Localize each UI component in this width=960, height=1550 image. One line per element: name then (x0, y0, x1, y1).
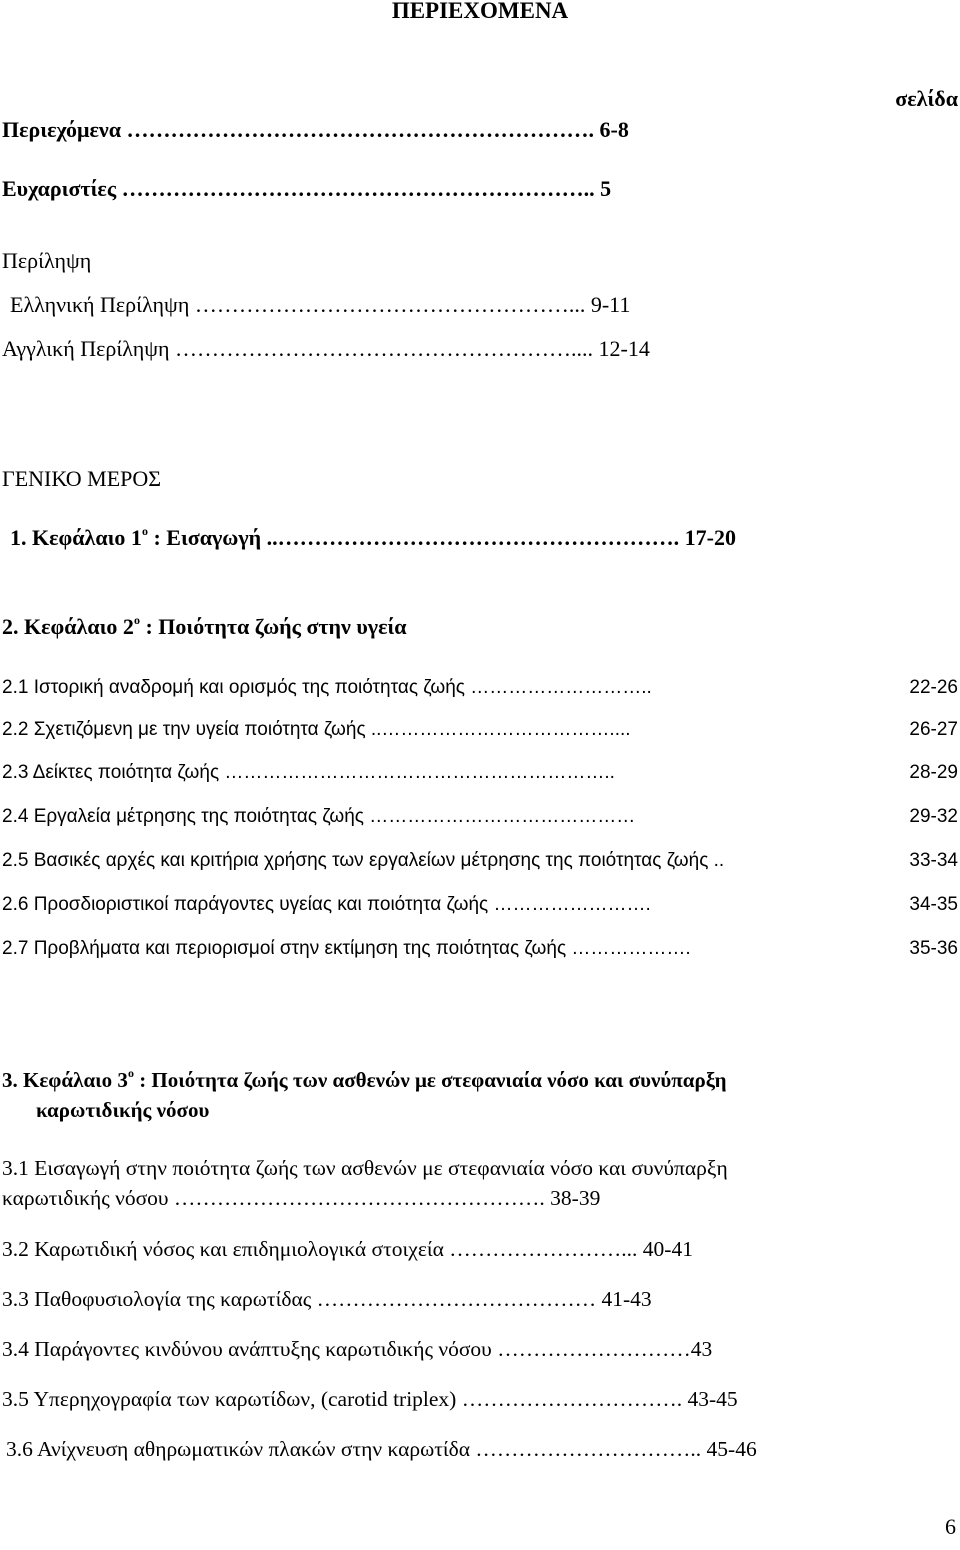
section-2-4-text: 2.4 Εργαλεία μέτρησης της ποιότητας ζωής …………………………………… (2, 806, 636, 827)
summary-heading: Περίληψη (2, 248, 92, 273)
chapter-3-suffix: : Ποιότητα ζωής των ασθενών με στεφανιαία νόσο και συνύπαρξη (133, 1068, 727, 1092)
chapter-3-sup: ο (127, 1066, 134, 1080)
section-2-3-text: 2.3 Δείκτες ποιότητα ζωής …………………………………………………….. (2, 762, 615, 783)
chapter-1-sup: ο (141, 523, 148, 538)
section-3-1-line2: καρωτιδικής νόσου ……………………………………………. 38-39 (2, 1186, 601, 1210)
section-2-2-text: 2.2 Σχετιζόμενη με την υγεία ποιότητα ζωής ..……………………………….... (2, 719, 631, 740)
section-2-6-text: 2.6 Προσδιοριστικοί παράγοντες υγείας και ποιότητα ζωής ……………………. (2, 894, 651, 915)
page-number: 6 (945, 1514, 956, 1539)
chapter-2-prefix: 2. Κεφάλαιο 2 (2, 614, 134, 639)
section-2-4-pages: 29-32 (909, 806, 958, 827)
section-2-6-pages: 34-35 (909, 894, 958, 915)
chapter-2-sup: ο (133, 612, 140, 627)
section-3-5: 3.5 Υπερηχογραφία των καρωτίδων, (carotid triplex) …………………………. 43-45 (2, 1387, 738, 1411)
page-title: ΠΕΡΙΕΧΟΜΕΝΑ (391, 0, 569, 23)
toc-entry-greek-summary: Ελληνική Περίληψη ……………………………………………... 9-11 (10, 292, 631, 317)
chapter-1-suffix: : Εισαγωγή ..………………………………………………. 17-20 (147, 525, 736, 550)
chapter-3-prefix: 3. Κεφάλαιο 3 (2, 1068, 128, 1092)
toc-entry-contents: Περιεχόμενα ………………………………………………………. 6-8 (2, 117, 629, 142)
section-2-1-pages: 22-26 (909, 677, 958, 698)
section-2-2-pages: 26-27 (909, 719, 958, 740)
section-2-5-pages: 33-34 (909, 850, 958, 871)
general-part-heading: ΓΕΝΙΚΟ ΜΕΡΟΣ (2, 466, 162, 491)
toc-entry-english-summary: Αγγλική Περίληψη ……………………………………………….... 12-14 (2, 336, 650, 361)
chapter-1-prefix: 1. Κεφάλαιο 1 (10, 525, 142, 550)
toc-entry-chapter-1 (10, 525, 736, 551)
section-3-6: 3.6 Ανίχνευση αθηρωματικών πλακών στην καρωτίδα ………………………….. 45-46 (6, 1437, 757, 1461)
section-2-7-pages: 35-36 (909, 938, 958, 959)
section-2-5-text: 2.5 Βασικές αρχές και κριτήρια χρήσης των εργαλείων μέτρησης της ποιότητας ζωής .. (2, 850, 725, 871)
section-2-7-text: 2.7 Προβλήματα και περιορισμοί στην εκτίμηση της ποιότητας ζωής ………………. (2, 938, 691, 959)
toc-entry-chapter-2 (2, 614, 407, 640)
chapter-3-title-line2: καρωτιδικής νόσου (36, 1098, 210, 1122)
section-2-1-text: 2.1 Ιστορική αναδρομή και ορισμός της ποιότητας ζωής ……………………….. (2, 677, 652, 698)
page-column-label: σελίδα (895, 86, 958, 111)
toc-entry-thanks: Ευχαριστίες ……………………………………………………….. 5 (2, 176, 612, 201)
section-3-1-line1: 3.1 Εισαγωγή στην ποιότητα ζωής των ασθενών με στεφανιαία νόσο και συνύπαρξη (2, 1156, 728, 1180)
section-3-3: 3.3 Παθοφυσιολογία της καρωτίδας ………………………………… 41-43 (2, 1287, 652, 1311)
toc-entry-chapter-3 (2, 1068, 727, 1093)
chapter-2-suffix: : Ποιότητα ζωής στην υγεία (139, 614, 407, 639)
section-2-3-pages: 28-29 (909, 762, 958, 783)
section-3-2: 3.2 Καρωτιδική νόσος και επιδημιολογικά στοιχεία ……………………... 40-41 (2, 1237, 693, 1261)
section-3-4: 3.4 Παράγοντες κινδύνου ανάπτυξης καρωτιδικής νόσου ………………………43 (2, 1337, 713, 1361)
